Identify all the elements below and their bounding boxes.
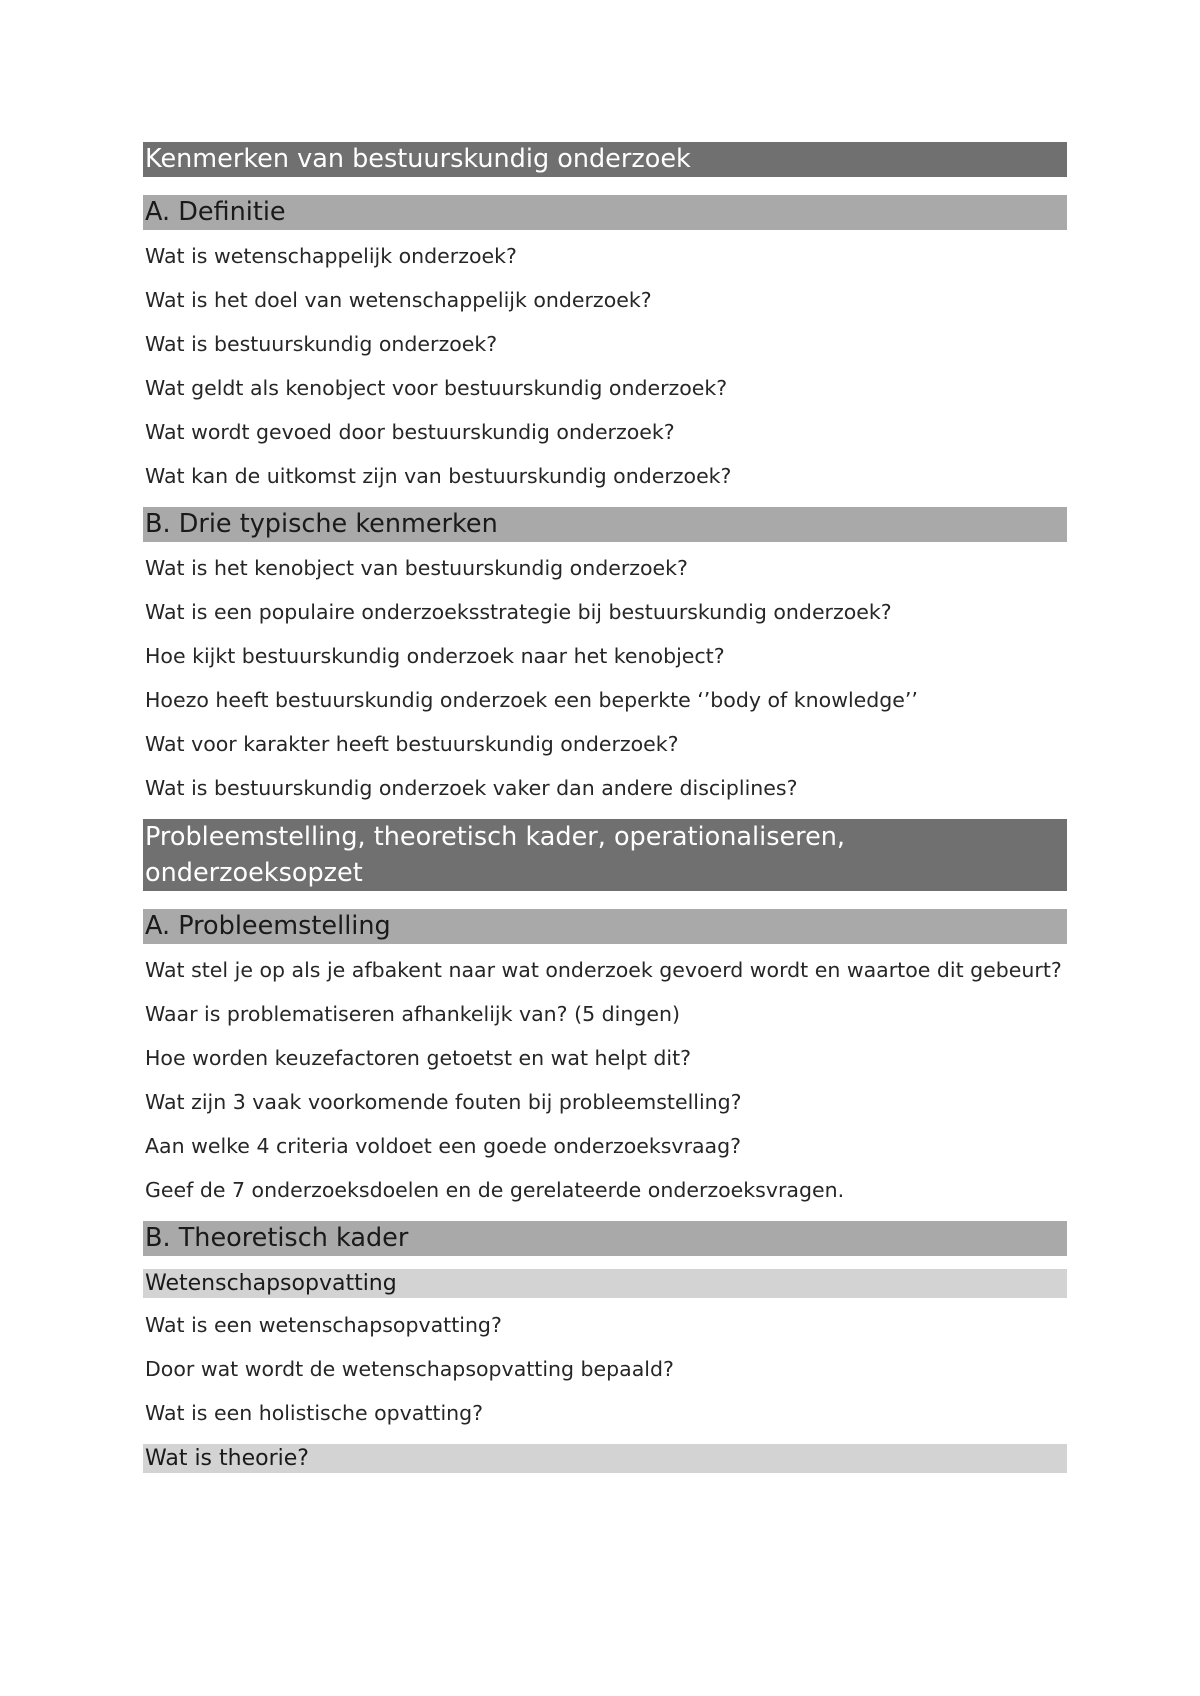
subsection-heading-theoretisch-kader: B. Theoretisch kader [143, 1221, 1067, 1256]
question-item: Door wat wordt de wetenschapsopvatting bepaald? [145, 1357, 674, 1381]
question-item: Hoe worden keuzefactoren getoetst en wat helpt dit? [145, 1046, 692, 1070]
question-item: Wat is wetenschappelijk onderzoek? [145, 244, 517, 268]
question-item: Wat is bestuurskundig onderzoek vaker dan andere disciplines? [145, 776, 798, 800]
subsubsection-heading-wetenschapsopvatting: Wetenschapsopvatting [143, 1269, 1067, 1298]
subsection-heading-definitie: A. Definitie [143, 195, 1067, 230]
question-item: Aan welke 4 criteria voldoet een goede onderzoeksvraag? [145, 1134, 742, 1158]
question-item: Geef de 7 onderzoeksdoelen en de gerelateerde onderzoeksvragen. [145, 1178, 845, 1202]
question-item: Wat is een wetenschapsopvatting? [145, 1313, 502, 1337]
question-item: Wat is het kenobject van bestuurskundig onderzoek? [145, 556, 688, 580]
question-item: Wat kan de uitkomst zijn van bestuurskundig onderzoek? [145, 464, 732, 488]
subsubsection-heading-wat-is-theorie: Wat is theorie? [143, 1444, 1067, 1473]
question-item: Hoe kijkt bestuurskundig onderzoek naar het kenobject? [145, 644, 725, 668]
question-item: Wat voor karakter heeft bestuurskundig onderzoek? [145, 732, 679, 756]
question-item: Wat stel je op als je afbakent naar wat onderzoek gevoerd wordt en waartoe dit gebeurt? [145, 958, 1062, 982]
subsection-heading-probleemstelling: A. Probleemstelling [143, 909, 1067, 944]
subsection-heading-drie-kenmerken: B. Drie typische kenmerken [143, 507, 1067, 542]
question-item: Wat wordt gevoed door bestuurskundig onderzoek? [145, 420, 675, 444]
question-item: Wat geldt als kenobject voor bestuurskundig onderzoek? [145, 376, 728, 400]
question-item: Wat is een populaire onderzoeksstrategie bij bestuurskundig onderzoek? [145, 600, 892, 624]
question-item: Hoezo heeft bestuurskundig onderzoek een beperkte ‘’body of knowledge’’ [145, 688, 918, 712]
question-item: Waar is problematiseren afhankelijk van? (5 dingen) [145, 1002, 680, 1026]
section-heading-probleemstelling: Probleemstelling, theoretisch kader, operationaliseren, onderzoeksopzet [143, 819, 1067, 891]
question-item: Wat is bestuurskundig onderzoek? [145, 332, 498, 356]
question-item: Wat is het doel van wetenschappelijk onderzoek? [145, 288, 652, 312]
document-page [143, 142, 1067, 1487]
question-item: Wat is een holistische opvatting? [145, 1401, 484, 1425]
section-heading-kenmerken: Kenmerken van bestuurskundig onderzoek [143, 142, 1067, 177]
question-item: Wat zijn 3 vaak voorkomende fouten bij probleemstelling? [145, 1090, 742, 1114]
